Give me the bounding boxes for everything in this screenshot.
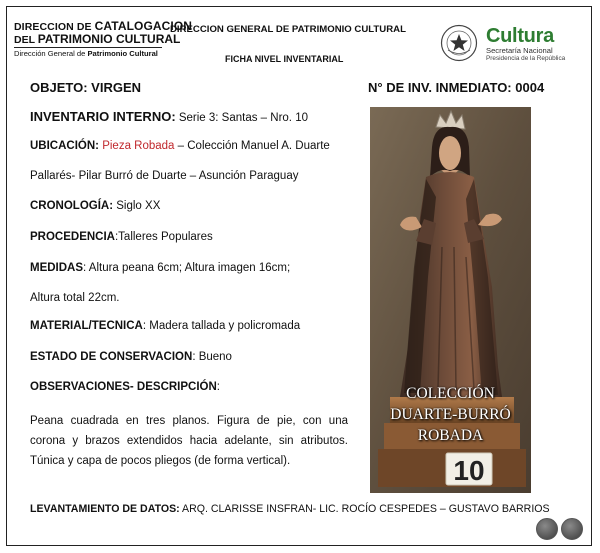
footer-value: ARQ. CLARISSE INSFRAN- LIC. ROCÍO CESPEDES – GUSTAVO BARRIOS [179,503,550,515]
stamp-line2: DUARTE-BURRÓ [390,406,511,423]
footer-label: LEVANTAMIENTO DE DATOS: [30,503,180,515]
material-value: : Madera tallada y policromada [142,320,301,332]
inventario-interno-row [30,109,308,124]
observaciones-colon: : [216,381,220,393]
header-title: DIRECCION GENERAL DE PATRIMONIO CULTURAL [170,24,406,35]
procedencia-row [30,231,213,243]
ubicacion-line2: Pallarés- Pilar Burró de Duarte – Asunción Paraguay [30,170,299,182]
ubicacion-value: – Colección Manuel A. Duarte [174,140,330,152]
footer-credits [30,503,550,515]
dept-line1-b: CATALOGACION [94,19,193,33]
medidas-line2: Altura total 22cm. [30,292,120,304]
medidas-value: : Altura peana 6cm; Altura imagen 16cm; [83,262,291,274]
observaciones-label: OBSERVACIONES- DESCRIPCIÓN [30,381,217,393]
stamp-line1: COLECCIÓN [406,385,495,402]
cronologia-row [30,200,160,212]
estado-row [30,351,232,363]
header-subtitle: FICHA NIVEL INVENTARIAL [225,54,344,64]
dept-line3-a: Dirección General de [14,49,88,58]
material-label: MATERIAL/TECNICA [30,320,143,332]
national-seal-icon [440,24,478,62]
cultura-brand [486,26,576,63]
cronologia-label: CRONOLOGÍA: [30,200,114,212]
inventario-interno-value: Serie 3: Santas – Nro. 10 [175,112,308,124]
dept-line3-b: Patrimonio Cultural [87,49,158,58]
objeto-value: VIRGEN [91,80,142,95]
objeto-label: OBJETO: [30,80,92,95]
inventario-inmediato-row [368,80,544,95]
procedencia-value: :Talleres Populares [114,231,213,243]
objeto-row [30,80,141,95]
medidas-label: MEDIDAS [30,262,84,274]
inventario-inmediato-label: N° DE INV. INMEDIATO: [368,80,516,95]
medidas-row [30,262,290,274]
round-badge-icon-2 [561,518,583,540]
material-row [30,320,300,332]
dept-line1-a: DIRECCION DE [14,21,95,33]
round-badge-icon-1 [536,518,558,540]
inventario-inmediato-value: 0004 [515,80,545,95]
base-number-label: 10 [453,455,485,486]
ubicacion-row [30,140,330,152]
estado-label: ESTADO DE CONSERVACION [30,351,193,363]
observaciones-row [30,381,220,393]
dept-line2-a: DEL [14,34,38,46]
brand-sub1: Secretaría Nacional [486,46,553,55]
ubicacion-label: UBICACIÓN: [30,140,99,152]
procedencia-label: PROCEDENCIA [30,231,115,243]
inventario-interno-label: INVENTARIO INTERNO: [30,109,176,124]
artwork-photo [370,107,531,493]
estado-value: : Bueno [192,351,232,363]
observaciones-text: Peana cuadrada en tres planos. Figura de pie, con una corona y brazos extendidos hacia adelante, sin atributos. Túnica y capa de pocos pliegos (de forma vertical). [30,415,348,467]
stamp-line3: ROBADA [417,427,484,444]
cronologia-value: Siglo XX [113,200,161,212]
dept-line2-b: PATRIMONIO CULTURAL [37,32,181,46]
department-logo-text [14,19,193,59]
brand-sub2: Presidencia de la República [486,55,566,62]
ubicacion-status: Pieza Robada [99,140,175,152]
brand-name: Cultura [486,25,554,47]
